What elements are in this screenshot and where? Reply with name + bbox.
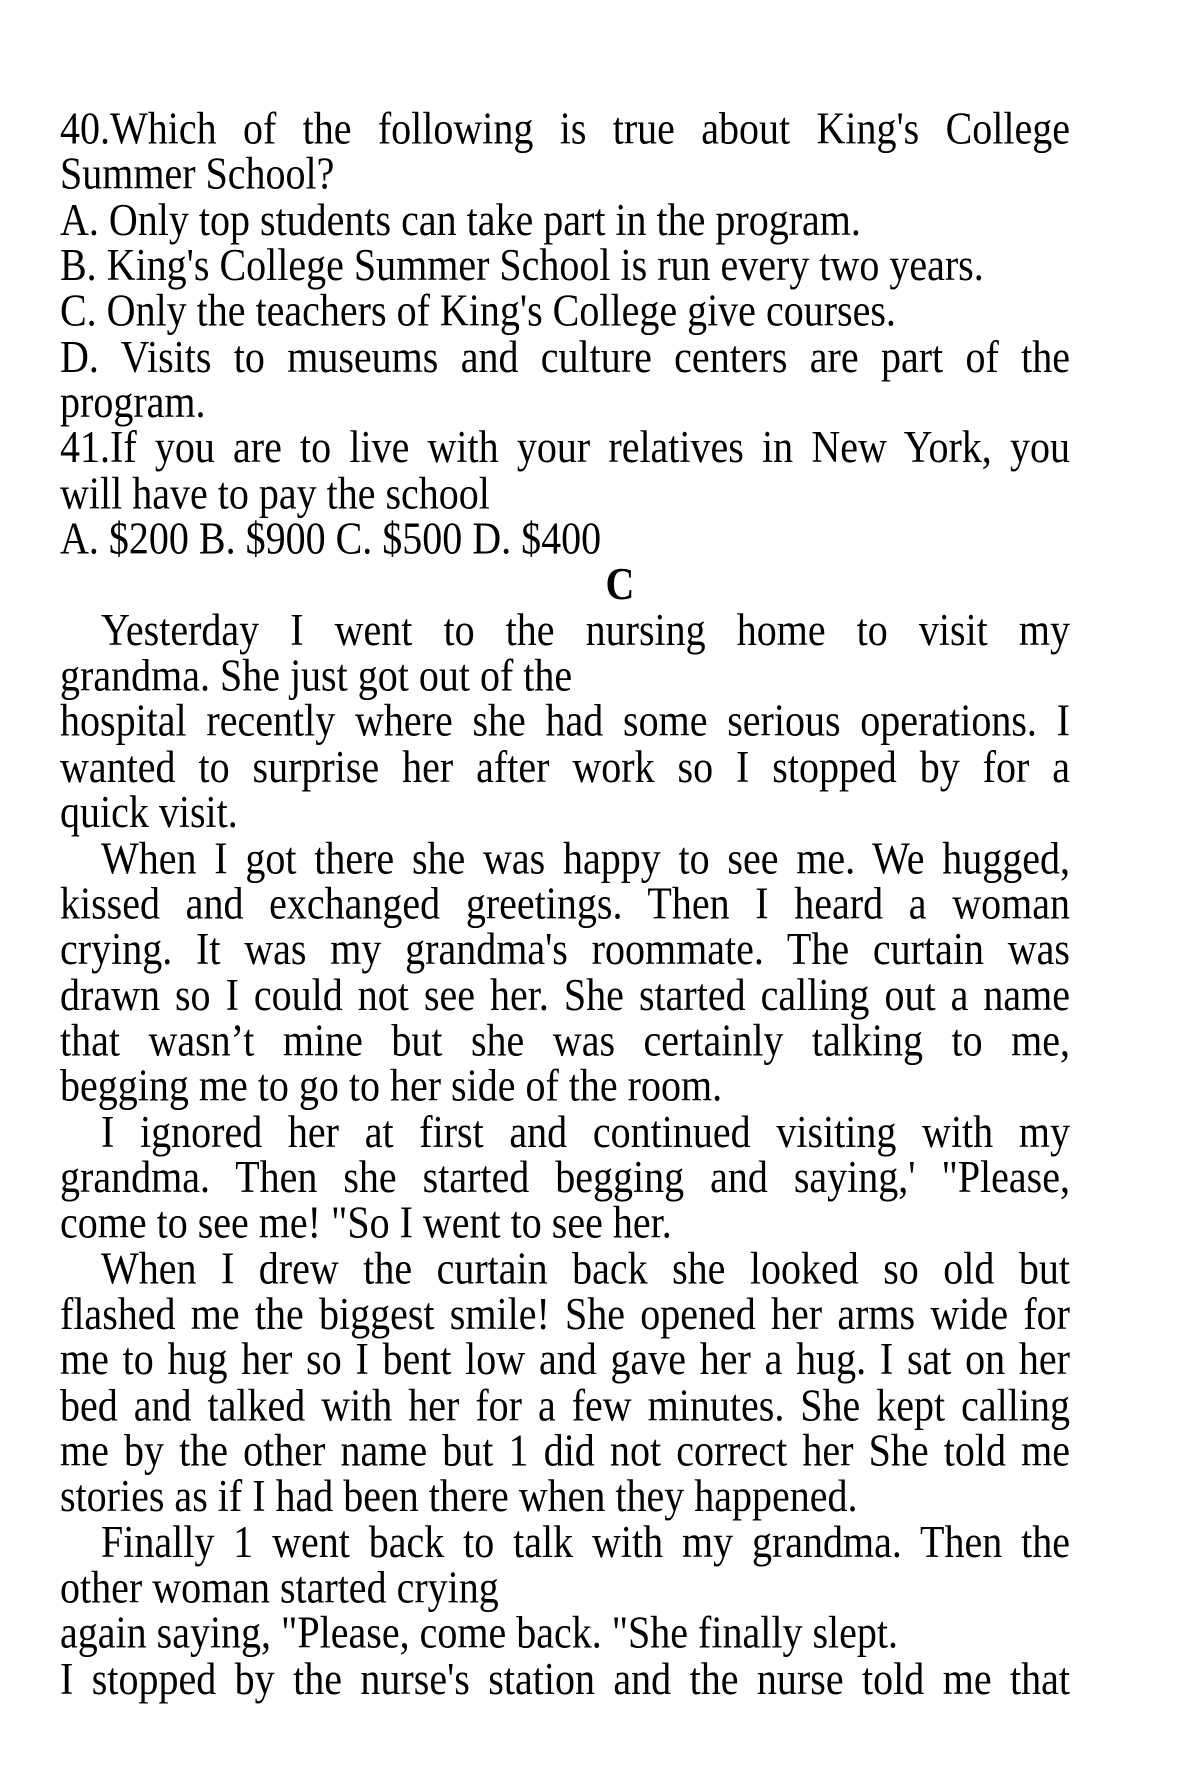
text-line: wanted to surprise her after work so I stopped by for a <box>60 741 1070 792</box>
text-line: When I got there she was happy to see me. We hugged, <box>101 832 1070 884</box>
text-line: begging me to go to her side of the room. <box>60 1060 723 1112</box>
text-line: crying. It was my grandma's roommate. The curtain was <box>60 923 1070 975</box>
text-line: me to hug her so I bent low and gave her a hug. I sat on her <box>60 1333 1070 1385</box>
text-line: Summer School? <box>60 148 335 200</box>
text-line: hospital recently where she had some serious operations. I <box>60 695 1070 747</box>
text-line: 41.If you are to live with your relatives in New York, you <box>60 421 1070 473</box>
text-line: I stopped by the nurse's station and the nurse told me that <box>60 1652 1070 1704</box>
text-line: grandma. She just got out of the <box>60 649 573 701</box>
text-line: grandma. Then she started begging and saying,' "Please, <box>60 1151 1070 1203</box>
text-line: Yesterday I went to the nursing home to visit my <box>101 604 1070 656</box>
text-line: quick visit. <box>60 786 238 838</box>
text-line: stories as if I had been there when they happened. <box>60 1470 858 1522</box>
text-line: Finally 1 went back to talk with my grandma. Then the <box>101 1516 1070 1567</box>
text-line: will have to pay the school <box>60 467 490 519</box>
text-line: flashed me the biggest smile! She opened her arms wide for <box>60 1288 1070 1339</box>
text-line: A. Only top students can take part in the program. <box>60 194 861 245</box>
text-line: I ignored her at first and continued visiting with my <box>101 1105 1070 1157</box>
text-line: C. Only the teachers of King's College give courses. <box>60 285 896 337</box>
text-line: kissed and exchanged greetings. Then I heard a woman <box>60 877 1070 929</box>
text-line: When I drew the curtain back she looked so old but <box>101 1242 1070 1294</box>
section-heading: C <box>605 558 635 610</box>
text-line: 40.Which of the following is true about King's College <box>60 102 1070 154</box>
text-line: drawn so I could not see her. She started calling out a name <box>60 969 1070 1020</box>
text-line: other woman started crying <box>60 1561 499 1613</box>
text-line: come to see me! "So I went to see her. <box>60 1196 672 1248</box>
text-line: me by the other name but 1 did not correct her She told me <box>60 1424 1070 1476</box>
text-line: that wasn’t mine but she was certainly talking to me, <box>60 1014 1070 1066</box>
text-line: B. King's College Summer School is run every two years. <box>60 239 984 291</box>
text-line: A. $200 B. $900 C. $500 D. $400 <box>60 513 602 564</box>
text-line: D. Visits to museums and culture centers are part of the <box>60 330 1070 382</box>
text-line: program. <box>60 376 206 428</box>
text-line: again saying, "Please, come back. "She finally slept. <box>60 1607 898 1659</box>
text-line: bed and talked with her for a few minutes. She kept calling <box>60 1379 1070 1431</box>
